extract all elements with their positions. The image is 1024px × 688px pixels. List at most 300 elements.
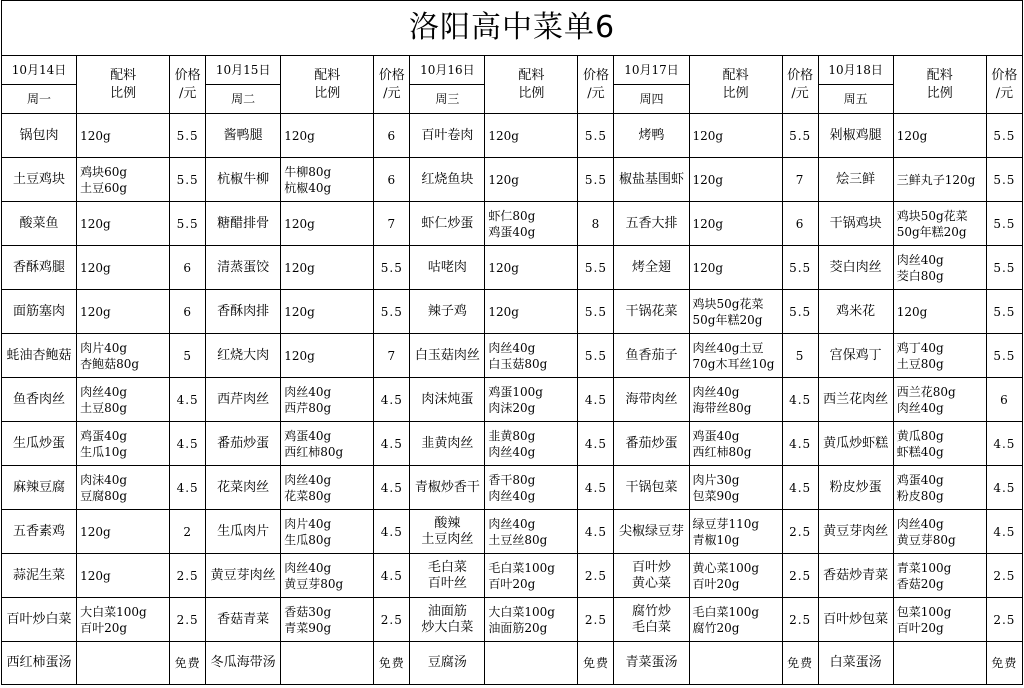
ingredient-line: 大白菜100g (488, 604, 555, 619)
dish-cell (818, 422, 893, 466)
soup-ingredient-cell (485, 642, 578, 685)
ingredient-header-line: 比例 (110, 85, 137, 101)
dish-cell (818, 554, 893, 598)
weekday-cell: 周一 (2, 85, 77, 114)
price-cell: 2.5 (578, 598, 614, 642)
dish-name: 白玉菇肉丝 (414, 347, 480, 363)
ingredient-line: 鸡蛋100g (488, 384, 543, 399)
price-cell: 5.5 (374, 246, 410, 290)
price-cell: 2.5 (782, 598, 818, 642)
dish-name: 黄豆芽肉丝 (210, 567, 276, 583)
dish-cell (818, 334, 893, 378)
ingredient-cell (485, 554, 578, 598)
dish-cell (410, 334, 485, 378)
soup-ingredient-cell (281, 642, 374, 685)
price-cell: 4.5 (578, 378, 614, 422)
ingredient-line: 肉丝40g (896, 400, 944, 415)
soup-ingredient-cell (689, 642, 782, 685)
dish-name: 椒盐基围虾 (618, 171, 684, 187)
dish-cell (206, 114, 281, 158)
ingredient-line: 肉片40g (284, 516, 332, 531)
ingredient-line: 大白菜100g (80, 604, 147, 619)
ingredient-cell (77, 378, 170, 422)
ingredient-cell (485, 598, 578, 642)
ingredient-cell (689, 158, 782, 202)
price-cell: 5.5 (986, 202, 1022, 246)
dish-name: 西芹肉丝 (217, 391, 270, 407)
dish-cell (614, 114, 689, 158)
dish-name: 黄心菜 (631, 575, 671, 591)
dish-cell (818, 598, 893, 642)
price-header (578, 56, 614, 114)
price-cell: 6 (170, 290, 206, 334)
dish-cell (614, 334, 689, 378)
dish-cell (206, 378, 281, 422)
ingredient-line: 杭椒40g (284, 180, 332, 195)
ingredient-line: 120g (80, 524, 111, 539)
dish-name: 百叶炒包菜 (823, 611, 889, 627)
price-cell: 5 (782, 334, 818, 378)
price-cell: 5.5 (578, 158, 614, 202)
dish-cell (614, 510, 689, 554)
dish-cell (2, 290, 77, 334)
ingredient-line: 120g (80, 304, 111, 319)
ingredient-line: 120g (284, 304, 315, 319)
price-cell: 5.5 (986, 290, 1022, 334)
dish-cell (818, 246, 893, 290)
header-row-dates (2, 56, 1023, 85)
price-cell: 4.5 (782, 422, 818, 466)
weekday-cell: 周三 (410, 85, 485, 114)
dish-cell (410, 378, 485, 422)
dish-cell (2, 202, 77, 246)
dish-cell (2, 158, 77, 202)
price-header-line: /元 (791, 85, 809, 101)
price-cell: 5.5 (782, 246, 818, 290)
price-cell: 2.5 (374, 598, 410, 642)
ingredient-line: 肉丝40g (488, 516, 536, 531)
page-title: 洛阳高中菜单6 (2, 1, 1023, 56)
dish-cell (818, 466, 893, 510)
ingredient-line: 肉丝40g (284, 472, 332, 487)
ingredient-line: 土豆80g (80, 400, 128, 415)
date-cell: 10月18日 (818, 56, 893, 85)
ingredient-line: 鸡块60g (80, 164, 128, 179)
dish-name: 宫保鸡丁 (829, 347, 882, 363)
ingredient-cell (281, 422, 374, 466)
dish-name: 酱鸭腿 (223, 127, 263, 143)
ingredient-line: 120g (896, 128, 928, 143)
dish-cell (2, 246, 77, 290)
price-cell: 6 (374, 114, 410, 158)
dish-cell (2, 598, 77, 642)
dish-name: 蚝油杏鲍菇 (6, 347, 72, 363)
ingredient-cell (281, 114, 374, 158)
ingredient-line: 50g年糕20g (896, 224, 967, 239)
price-header-line: /元 (587, 85, 605, 101)
ingredient-cell (77, 246, 170, 290)
ingredient-line: 120g (80, 260, 111, 275)
ingredient-line: 鸡块50g花菜 (692, 296, 764, 311)
dish-cell (2, 466, 77, 510)
ingredient-cell (893, 598, 986, 642)
ingredient-line: 鸡蛋40g (284, 428, 332, 443)
dish-name: 虾仁炒蛋 (421, 215, 474, 231)
ingredient-cell (77, 598, 170, 642)
dish-name: 毛白菜 (427, 559, 467, 575)
ingredient-line: 肉片30g (692, 472, 740, 487)
ingredient-line: 包菜100g (896, 604, 952, 619)
ingredient-cell (893, 290, 986, 334)
ingredient-header-line: 配料 (518, 67, 545, 83)
dish-name: 生瓜肉片 (217, 523, 270, 539)
price-cell: 4.5 (170, 422, 206, 466)
price-cell: 2.5 (782, 554, 818, 598)
dish-cell (614, 598, 689, 642)
ingredient-line: 肉丝40g (284, 560, 332, 575)
dish-cell (614, 202, 689, 246)
dish-name: 毛白菜 (631, 619, 671, 635)
ingredient-line: 包菜90g (692, 488, 740, 503)
dish-cell (614, 290, 689, 334)
dish-cell (206, 202, 281, 246)
ingredient-cell (893, 554, 986, 598)
ingredient-line: 腐竹20g (692, 620, 740, 635)
ingredient-cell (893, 114, 986, 158)
ingredient-line: 西芹80g (284, 400, 332, 415)
dish-name: 韭黄肉丝 (421, 435, 474, 451)
ingredient-line: 肉沫20g (488, 400, 536, 415)
dish-cell (2, 334, 77, 378)
ingredient-line: 西兰花80g (896, 384, 956, 399)
ingredient-line: 粉皮80g (896, 488, 944, 503)
ingredient-cell (689, 334, 782, 378)
dish-name: 干锅鸡块 (829, 215, 882, 231)
ingredient-cell (485, 202, 578, 246)
menu-row (2, 510, 1023, 554)
dish-cell (614, 466, 689, 510)
price-cell: 7 (374, 202, 410, 246)
dish-name: 烩三鲜 (836, 171, 876, 187)
ingredient-header (485, 56, 578, 114)
ingredient-cell (689, 114, 782, 158)
dish-name: 百叶卷肉 (421, 127, 474, 143)
price-header-line: 价格 (991, 67, 1018, 83)
ingredient-line: 120g (488, 172, 519, 187)
ingredient-line: 黄瓜80g (896, 428, 944, 443)
dish-cell (206, 158, 281, 202)
price-cell: 2.5 (986, 554, 1022, 598)
menu-row (2, 554, 1023, 598)
soup-price-cell: 免费 (374, 642, 410, 685)
dish-cell (614, 378, 689, 422)
ingredient-line: 鸡蛋40g (896, 472, 944, 487)
dish-cell (614, 246, 689, 290)
ingredient-line: 黄豆芽80g (896, 532, 956, 547)
price-cell: 4.5 (986, 422, 1022, 466)
price-cell: 5.5 (170, 158, 206, 202)
ingredient-cell (689, 290, 782, 334)
ingredient-line: 120g (80, 568, 111, 583)
ingredient-cell (281, 246, 374, 290)
ingredient-line: 韭黄80g (488, 428, 536, 443)
ingredient-line: 肉丝40g (896, 516, 944, 531)
ingredient-cell (689, 466, 782, 510)
dish-name: 蒜泥生菜 (13, 567, 66, 583)
ingredient-cell (281, 378, 374, 422)
soup-dish-cell: 白菜蛋汤 (818, 642, 893, 685)
dish-name: 香酥肉排 (217, 303, 270, 319)
ingredient-line: 土豆60g (80, 180, 128, 195)
dish-name: 黄瓜炒虾糕 (823, 435, 889, 451)
price-cell: 5.5 (986, 334, 1022, 378)
ingredient-line: 三鲜丸子120g (896, 172, 976, 187)
dish-name: 百叶丝 (427, 575, 467, 591)
dish-cell (410, 202, 485, 246)
ingredient-cell (485, 466, 578, 510)
ingredient-line: 生瓜10g (80, 444, 128, 459)
soup-price-cell: 免费 (986, 642, 1022, 685)
dish-cell (818, 510, 893, 554)
ingredient-cell (281, 510, 374, 554)
ingredient-line: 120g (80, 216, 111, 231)
price-cell: 4.5 (374, 466, 410, 510)
price-cell: 8 (578, 202, 614, 246)
price-cell: 2.5 (170, 554, 206, 598)
ingredient-line: 120g (284, 348, 315, 363)
price-cell: 4.5 (986, 466, 1022, 510)
ingredient-line: 肉丝40g (488, 340, 536, 355)
dish-cell (410, 554, 485, 598)
weekday-cell: 周二 (206, 85, 281, 114)
date-cell: 10月15日 (206, 56, 281, 85)
ingredient-line: 西红柿80g (284, 444, 344, 459)
ingredient-header-line: 比例 (314, 85, 341, 101)
ingredient-line: 百叶20g (80, 620, 128, 635)
price-header (374, 56, 410, 114)
price-cell: 4.5 (578, 510, 614, 554)
dish-name: 酸菜鱼 (19, 215, 59, 231)
dish-name: 肉沫炖蛋 (421, 391, 474, 407)
dish-name: 酸辣 (434, 515, 461, 531)
price-header-line: 价格 (378, 67, 405, 83)
dish-name: 面筋塞肉 (13, 303, 66, 319)
price-cell: 4.5 (374, 422, 410, 466)
soup-ingredient-cell (77, 642, 170, 685)
dish-name: 糖醋排骨 (217, 215, 270, 231)
dish-cell (818, 290, 893, 334)
soup-dish-cell: 冬瓜海带汤 (206, 642, 281, 685)
ingredient-cell (281, 554, 374, 598)
price-cell: 6 (170, 246, 206, 290)
dish-name: 杭椒牛柳 (217, 171, 270, 187)
price-cell: 5.5 (782, 114, 818, 158)
ingredient-cell (485, 114, 578, 158)
dish-cell (410, 246, 485, 290)
ingredient-header-line: 配料 (110, 67, 137, 83)
price-cell: 4.5 (578, 466, 614, 510)
ingredient-cell (77, 554, 170, 598)
ingredient-line: 120g (692, 128, 724, 143)
soup-price-cell: 免费 (782, 642, 818, 685)
dish-cell (2, 114, 77, 158)
price-cell: 5.5 (374, 290, 410, 334)
ingredient-cell (281, 598, 374, 642)
menu-row (2, 378, 1023, 422)
weekday-cell: 周四 (614, 85, 689, 114)
ingredient-line: 鸡块50g花菜 (896, 208, 968, 223)
dish-cell (2, 510, 77, 554)
ingredient-line: 鸡蛋40g (692, 428, 740, 443)
dish-cell (614, 158, 689, 202)
dish-cell (206, 334, 281, 378)
dish-name: 黄豆芽肉丝 (823, 523, 889, 539)
soup-price-cell: 免费 (578, 642, 614, 685)
price-cell: 5.5 (782, 290, 818, 334)
ingredient-line: 120g (284, 260, 315, 275)
dish-name: 鸡米花 (836, 303, 876, 319)
price-cell: 5.5 (578, 290, 614, 334)
dish-cell (410, 158, 485, 202)
ingredient-line: 海带丝80g (692, 400, 752, 415)
ingredient-cell (485, 246, 578, 290)
dish-name: 炒大白菜 (421, 619, 474, 635)
soup-row (2, 642, 1023, 685)
dish-name: 香菇青菜 (217, 611, 270, 627)
dish-cell (206, 290, 281, 334)
ingredient-cell (893, 246, 986, 290)
ingredient-line: 西红柿80g (692, 444, 752, 459)
ingredient-header-line: 比例 (926, 85, 953, 101)
ingredient-cell (485, 290, 578, 334)
ingredient-line: 50g年糕20g (692, 312, 763, 327)
price-cell: 5.5 (578, 246, 614, 290)
ingredient-cell (893, 158, 986, 202)
dish-cell (818, 114, 893, 158)
ingredient-line: 香菇20g (896, 576, 944, 591)
price-cell: 4.5 (782, 466, 818, 510)
dish-name: 鱼香茄子 (625, 347, 678, 363)
ingredient-line: 120g (896, 304, 928, 319)
dish-cell (2, 378, 77, 422)
ingredient-line: 120g (284, 128, 315, 143)
dish-name: 五香大排 (625, 215, 678, 231)
ingredient-header (281, 56, 374, 114)
ingredient-cell (893, 334, 986, 378)
soup-dish-cell: 青菜蛋汤 (614, 642, 689, 685)
ingredient-line: 青菜100g (896, 560, 952, 575)
ingredient-line: 肉片40g (80, 340, 128, 355)
dish-name: 烤全翅 (631, 259, 671, 275)
ingredient-cell (485, 334, 578, 378)
menu-row (2, 202, 1023, 246)
ingredient-line: 香干80g (488, 472, 536, 487)
dish-name: 剁椒鸡腿 (829, 127, 882, 143)
ingredient-line: 肉丝40g (80, 384, 128, 399)
ingredient-line: 白玉菇80g (488, 356, 548, 371)
ingredient-cell (689, 202, 782, 246)
dish-name: 干锅包菜 (625, 479, 678, 495)
ingredient-line: 鸡蛋40g (80, 428, 128, 443)
ingredient-line: 鸡丁40g (896, 340, 944, 355)
price-header-line: 价格 (582, 67, 609, 83)
dish-name: 海带肉丝 (625, 391, 678, 407)
dish-cell (410, 510, 485, 554)
dish-name: 辣子鸡 (427, 303, 467, 319)
dish-name: 土豆肉丝 (421, 531, 474, 547)
dish-name: 五香素鸡 (13, 523, 66, 539)
dish-cell (206, 510, 281, 554)
ingredient-cell (281, 158, 374, 202)
ingredient-cell (77, 158, 170, 202)
menu-row (2, 598, 1023, 642)
menu-row (2, 290, 1023, 334)
ingredient-header-line: 比例 (722, 85, 749, 101)
ingredient-cell (77, 422, 170, 466)
dish-name: 尖椒绿豆芽 (618, 523, 684, 539)
soup-dish-cell: 西红柿蛋汤 (2, 642, 77, 685)
dish-cell (2, 422, 77, 466)
price-cell: 6 (374, 158, 410, 202)
dish-name: 花菜肉丝 (217, 479, 270, 495)
price-cell: 2.5 (986, 598, 1022, 642)
price-cell: 2.5 (578, 554, 614, 598)
ingredient-line: 青菜90g (284, 620, 332, 635)
weekday-cell: 周五 (818, 85, 893, 114)
ingredient-line: 鸡蛋40g (488, 224, 536, 239)
ingredient-cell (893, 378, 986, 422)
soup-ingredient-cell (893, 642, 986, 685)
dish-name: 百叶炒白菜 (6, 611, 72, 627)
dish-name: 西兰花肉丝 (823, 391, 889, 407)
ingredient-line: 茭白80g (896, 268, 944, 283)
ingredient-line: 120g (488, 304, 519, 319)
price-header (782, 56, 818, 114)
ingredient-cell (893, 510, 986, 554)
ingredient-cell (485, 158, 578, 202)
dish-name: 锅包肉 (19, 127, 59, 143)
ingredient-cell (485, 510, 578, 554)
ingredient-cell (485, 422, 578, 466)
ingredient-line: 虾仁80g (488, 208, 536, 223)
ingredient-line: 百叶20g (896, 620, 944, 635)
ingredient-header (893, 56, 986, 114)
ingredient-line: 120g (488, 128, 519, 143)
ingredient-line: 肉丝40g (896, 252, 944, 267)
ingredient-line: 120g (488, 260, 519, 275)
price-cell: 7 (782, 158, 818, 202)
ingredient-cell (77, 290, 170, 334)
ingredient-header-line: 比例 (518, 85, 545, 101)
price-cell: 5.5 (578, 334, 614, 378)
price-header-line: 价格 (174, 67, 201, 83)
ingredient-line: 土豆80g (896, 356, 944, 371)
price-cell: 5.5 (986, 114, 1022, 158)
ingredient-line: 毛白菜100g (488, 560, 555, 575)
menu-row (2, 158, 1023, 202)
price-cell: 4.5 (578, 422, 614, 466)
menu-table (1, 0, 1023, 685)
menu-row (2, 422, 1023, 466)
ingredient-cell (689, 598, 782, 642)
ingredient-cell (281, 290, 374, 334)
ingredient-line: 黄豆芽80g (284, 576, 344, 591)
price-cell: 4.5 (986, 510, 1022, 554)
price-cell: 5.5 (170, 114, 206, 158)
dish-cell (614, 422, 689, 466)
dish-cell (410, 114, 485, 158)
price-cell: 4.5 (170, 466, 206, 510)
